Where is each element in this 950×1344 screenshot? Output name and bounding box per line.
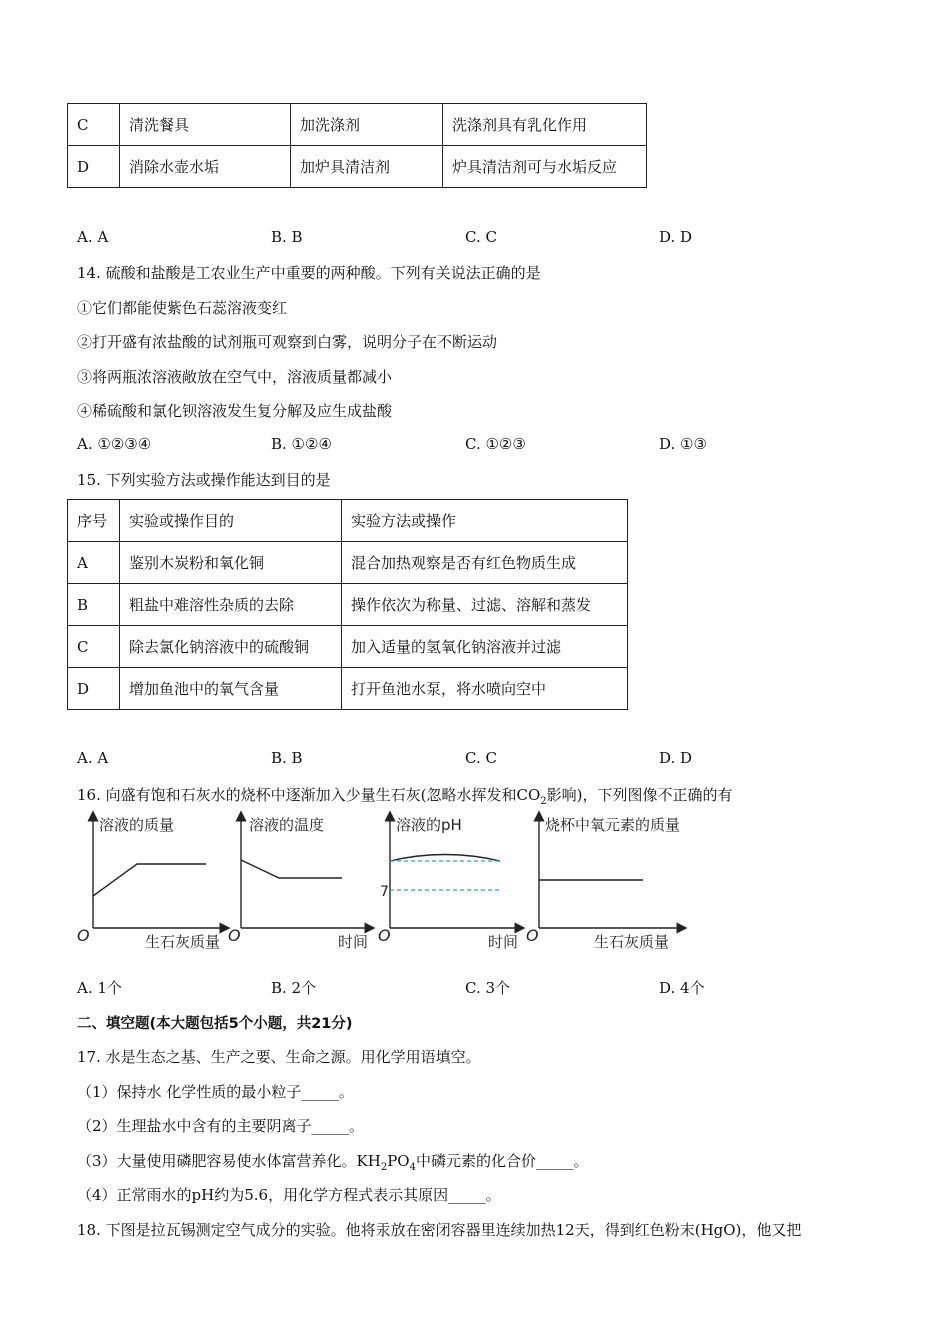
table-cell: 操作依次为称量、过滤、溶解和蒸发 [342, 584, 628, 626]
q14-statement-1: ①它们都能使紫色石蕊溶液变红 [77, 299, 288, 317]
q17-p3-sub2: 4 [409, 1162, 416, 1173]
q17-part-4: （4）正常雨水的pH约为5.6，用化学方程式表示其原因_____。 [77, 1186, 501, 1204]
table-cell: 洗涤剂具有乳化作用 [443, 104, 647, 146]
table-cell: 炉具清洁剂可与水垢反应 [443, 146, 647, 188]
q14-statement-3: ③将两瓶浓溶液敞放在空气中，溶液质量都减小 [77, 368, 393, 386]
curve [241, 860, 342, 878]
table-cell: B [68, 584, 120, 626]
q14-option-c[interactable]: C. ①②③ [465, 435, 526, 453]
table-row [68, 542, 628, 584]
table-header-cell: 实验方法或操作 [342, 500, 628, 542]
table-cell: 加洗涤剂 [291, 104, 443, 146]
q15-option-a[interactable]: A. A [77, 749, 109, 767]
q14-option-d[interactable]: D. ①③ [659, 435, 707, 453]
q16-option-d[interactable]: D. 4个 [659, 979, 705, 997]
q17-part-2: （2）生理盐水中含有的主要阴离子_____。 [77, 1117, 365, 1135]
table-row [68, 584, 628, 626]
q16-stem-a: 16. 向盛有饱和石灰水的烧杯中逐渐加入少量生石灰(忽略水挥发和CO [77, 786, 541, 804]
q18-stem: 18. 下图是拉瓦锡测定空气成分的实验。他将汞放在密闭容器里连续加热12天，得到红色粉末(HgO)，他又把 [77, 1221, 802, 1239]
table-cell: 加炉具清洁剂 [291, 146, 443, 188]
table-cell: D [68, 668, 120, 710]
x-label: 时间 [488, 933, 519, 951]
q14-stem: 14. 硫酸和盐酸是工农业生产中重要的两种酸。下列有关说法正确的是 [77, 264, 541, 282]
y-label: 溶液的温度 [249, 816, 325, 834]
q17-p3-sub1: 2 [380, 1162, 388, 1173]
y-label: 溶液的pH [396, 816, 462, 834]
table-cell: 粗盐中难溶性杂质的去除 [120, 584, 342, 626]
table-cell: 除去氯化钠溶液中的硫酸铜 [120, 626, 342, 668]
x-label: 生石灰质量 [145, 933, 221, 951]
table-cell: A [68, 542, 120, 584]
table-row [68, 146, 647, 188]
x-label: 生石灰质量 [594, 933, 670, 951]
q16-option-a[interactable]: A. 1个 [77, 979, 122, 997]
q15-option-c[interactable]: C. C [465, 749, 497, 767]
table-cell: 增加鱼池中的氧气含量 [120, 668, 342, 710]
origin-label: O [526, 926, 539, 945]
q15-stem: 15. 下列实验方法或操作能达到目的是 [77, 471, 331, 489]
origin-label: O [378, 926, 391, 945]
table-cell: D [68, 146, 120, 188]
q17-stem: 17. 水是生态之基、生产之要、生命之源。用化学用语填空。 [77, 1048, 481, 1066]
table-header-cell: 序号 [68, 500, 120, 542]
table-row [68, 626, 628, 668]
table-cell: 消除水壶水垢 [120, 146, 291, 188]
curve [390, 855, 500, 862]
q13-option-a[interactable]: A. A [77, 228, 109, 246]
table-cell: 清洗餐具 [120, 104, 291, 146]
q16-stem [77, 784, 733, 807]
graph-solution-ph [378, 816, 520, 951]
q17-p3-c: 中磷元素的化合价_____。 [415, 1152, 589, 1170]
q14-statement-4: ④稀硫酸和氯化钡溶液发生复分解及应生成盐酸 [77, 402, 393, 420]
curve [93, 864, 206, 896]
table-cell: 加入适量的氢氧化钠溶液并过滤 [342, 626, 628, 668]
q17-part-3 [77, 1150, 589, 1173]
q16-graphs [0, 810, 950, 960]
q17-p3-a: （3）大量使用磷肥容易使水体富营养化。KH [77, 1152, 381, 1170]
table-cell: 鉴别木炭粉和氧化铜 [120, 542, 342, 584]
q15-option-d[interactable]: D. D [659, 749, 693, 767]
table-header-cell: 实验或操作目的 [120, 500, 342, 542]
graph-solution-temperature [228, 816, 370, 951]
section-title: 二、填空题(本大题包括5个小题，共21分) [77, 1016, 353, 1032]
q14-statement-2: ②打开盛有浓盐酸的试剂瓶可观察到白雾，说明分子在不断运动 [77, 333, 498, 351]
table-cell: 打开鱼池水泵，将水喷向空中 [342, 668, 628, 710]
x-label: 时间 [338, 933, 369, 951]
q13-table [67, 103, 647, 188]
q17-p3-b: PO [387, 1152, 410, 1170]
q14-option-a[interactable]: A. ①②③④ [77, 435, 152, 453]
origin-label: O [228, 926, 241, 945]
q16-option-c[interactable]: C. 3个 [465, 979, 511, 997]
graph-oxygen-mass [526, 816, 682, 951]
table-cell: C [68, 104, 120, 146]
q16-stem-b: 影响)，下列图像不正确的有 [546, 786, 733, 804]
table-cell: C [68, 626, 120, 668]
y-label: 烧杯中氧元素的质量 [545, 816, 681, 834]
q16-option-b[interactable]: B. 2个 [271, 979, 317, 997]
q16-stem-sub: 2 [540, 796, 547, 807]
q14-option-b[interactable]: B. ①②④ [271, 435, 332, 453]
q13-option-b[interactable]: B. B [271, 228, 303, 246]
q15-table [67, 499, 628, 710]
table-header-row [68, 500, 628, 542]
q13-option-c[interactable]: C. C [465, 228, 497, 246]
table-cell: 混合加热观察是否有红色物质生成 [342, 542, 628, 584]
graph-solution-mass [77, 816, 225, 951]
table-row [68, 104, 647, 146]
origin-label: O [77, 926, 90, 945]
q17-part-1: （1）保持水 化学性质的最小粒子_____。 [77, 1083, 354, 1101]
q15-option-b[interactable]: B. B [271, 749, 303, 767]
y-label: 溶液的质量 [99, 816, 175, 834]
table-row [68, 668, 628, 710]
tick-label-7: 7 [380, 884, 389, 900]
q13-option-d[interactable]: D. D [659, 228, 693, 246]
